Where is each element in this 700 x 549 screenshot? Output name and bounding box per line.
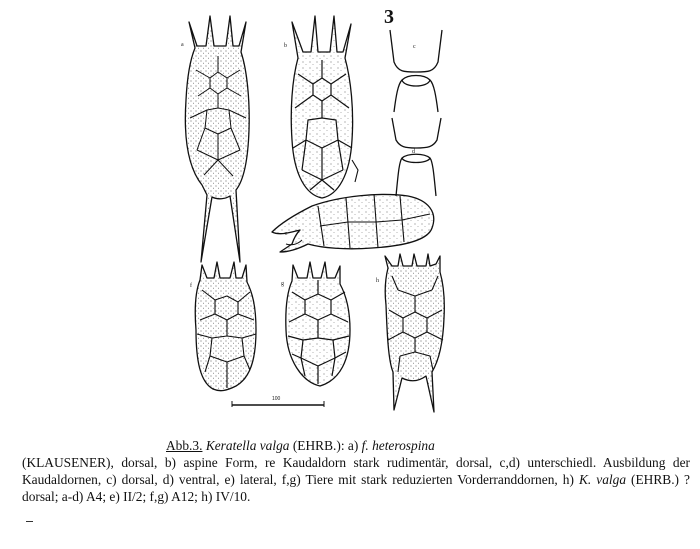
drawing-h — [385, 254, 444, 412]
panel-label-a: a — [181, 42, 184, 48]
drawing-f — [195, 262, 256, 391]
panel-label-g: g — [281, 281, 284, 287]
panel-label-d: d — [412, 149, 415, 155]
panel-label-b: b — [284, 43, 287, 49]
panel-label-c: c — [413, 44, 416, 50]
scale-bar-label: 100 — [272, 396, 281, 402]
scale-bar — [232, 396, 324, 407]
drawing-e — [272, 194, 434, 252]
drawing-g — [286, 262, 350, 386]
panel-label-f: f — [190, 283, 192, 289]
margin-mark — [26, 521, 33, 522]
drawing-b — [291, 16, 358, 198]
caption-first-line — [22, 437, 690, 454]
plate-number: 3 — [384, 6, 394, 28]
caption-figure-number: Abb.3. — [166, 438, 203, 453]
panel-label-h: h — [376, 278, 379, 284]
caption-text-3: (EHRB.) ? dorsal; a-d) A4; e) II/2; f,g) A12; h) IV/10. — [22, 472, 690, 504]
caption-text-1: (EHRB.): a) — [289, 438, 362, 453]
caption-forma: f. heterospina — [361, 438, 435, 453]
drawing-a — [185, 16, 249, 262]
drawing-d — [392, 118, 441, 196]
figure-caption — [22, 437, 690, 505]
caption-species: Keratella valga — [205, 438, 290, 453]
drawing-c — [390, 30, 442, 112]
caption-species-2: K. valga — [578, 472, 627, 487]
caption-text-2: (KLAUSENER), dorsal, b) aspine Form, re Kaudaldorn stark rudimentär, dorsal, c,d) unterschiedl. Ausbildung der Kaudaldornen, c) dorsal, d) ventral, e) lateral, f,g) Tiere mit stark reduzierten Vorderranddornen, h) — [22, 455, 690, 487]
panel-label-e: e — [285, 231, 288, 237]
